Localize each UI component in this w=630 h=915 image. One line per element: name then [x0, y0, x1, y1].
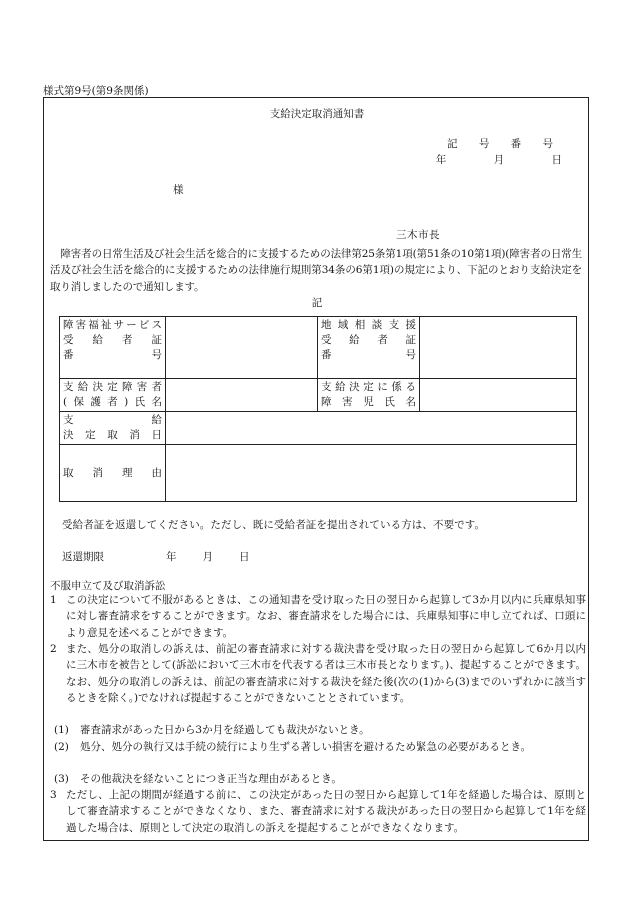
- intro-paragraph: 障害者の日常生活及び社会生活を総合的に支援するための法律第25条第1項(第51条の10第1項)(障害者の日常生活及び社会生活を総合的に支援するための法律施行規則第34条の6第1項)の規定により、下記のとおり支給決定を取り消しましたので通知します。: [50, 248, 582, 293]
- appeal-heading: 不服申立て及び取消訴訟: [50, 580, 166, 592]
- appeal-item-1: 1 この決定について不服があるときは、この通知書を受け取った日の翌日から起算して3か月以内に兵庫県知事に対し審査請求をすることができます。なお、審査請求をした場合には、兵庫県知事に申し立てれば、口頭により意見を述べることができます。: [50, 594, 586, 639]
- appeal-sub-1: (1) 審査請求があった日から3か月を経過しても裁決がないとき。: [54, 724, 370, 736]
- welfare-cert-label: 障害福祉サービス 受給者証 番号: [60, 317, 166, 379]
- return-deadline-label: 返還期限: [62, 551, 104, 563]
- document-number: 記 号 番 号: [446, 138, 562, 150]
- child-name-label: 支給決定に係る 障害児氏名: [318, 379, 420, 412]
- appeal-sub-3: (3) その他裁決を経ないことにつき正当な理由があるとき。: [54, 773, 342, 785]
- reason-label: 取消理由: [60, 445, 166, 502]
- form-number-label: 様式第9号(第9条関係): [43, 85, 149, 97]
- revoke-date-label: 支給 決定取消日: [60, 412, 166, 445]
- issuer-name: 三木市長: [396, 229, 440, 241]
- recipient-name-field[interactable]: [166, 379, 318, 412]
- appeal-item-2: 2 また、処分の取消しの訴えは、前記の審査請求に対する裁決書を受け取った日の翌日から起算して6か月以内に三木市を被告として(訴訟において三木市を代表する者は三木市長となります。)、提起することができます。なお、処分の取消しの訴えは、前記の審査請求に対する裁決を経た後(次の(1)から(3)までのいずれかに該当するときを除く。)でなければ提起することができないこととされています。: [50, 643, 586, 704]
- appeal-item-3: 3 ただし、上記の期間が経過する前に、この決定があった日の翌日から起算して1年を経過した場合は、原則として審査請求することができなくなり、また、審査請求に対する裁決があった日の翌日から起算して1年を経過した場合は、原則として決定の取消しの訴えを提起することができなくなります。: [50, 789, 586, 834]
- appeal-sub-2: (2) 処分、処分の執行又は手続の続行により生ずる著しい損害を避けるため緊急の必要があるとき。: [54, 741, 532, 753]
- deadline-day: 日: [239, 551, 250, 563]
- addressee-honorific: 様: [173, 184, 184, 196]
- document-title: 支給決定取消通知書: [269, 108, 365, 120]
- revoke-date-field[interactable]: [166, 412, 577, 445]
- reason-field[interactable]: [166, 445, 577, 502]
- return-notice: 受給者証を返還してください。ただし、既に受給者証を提出されている方は、不要です。: [62, 519, 486, 531]
- consult-cert-number-boxes[interactable]: [420, 317, 577, 379]
- deadline-month: 月: [202, 551, 213, 563]
- ki-heading: 記: [311, 297, 323, 309]
- notice-frame: [43, 97, 589, 841]
- consult-cert-label: 地域相談支援 受給者証 番号: [318, 317, 420, 379]
- document-date: 年 月 日: [435, 154, 584, 166]
- return-deadline: [62, 549, 250, 564]
- welfare-cert-number-boxes[interactable]: [166, 317, 318, 379]
- deadline-year: 年: [166, 551, 177, 563]
- child-name-field[interactable]: [420, 379, 577, 412]
- recipient-name-label: 支給決定障害者 (保護者)氏名: [60, 379, 166, 412]
- decision-table: [59, 316, 577, 502]
